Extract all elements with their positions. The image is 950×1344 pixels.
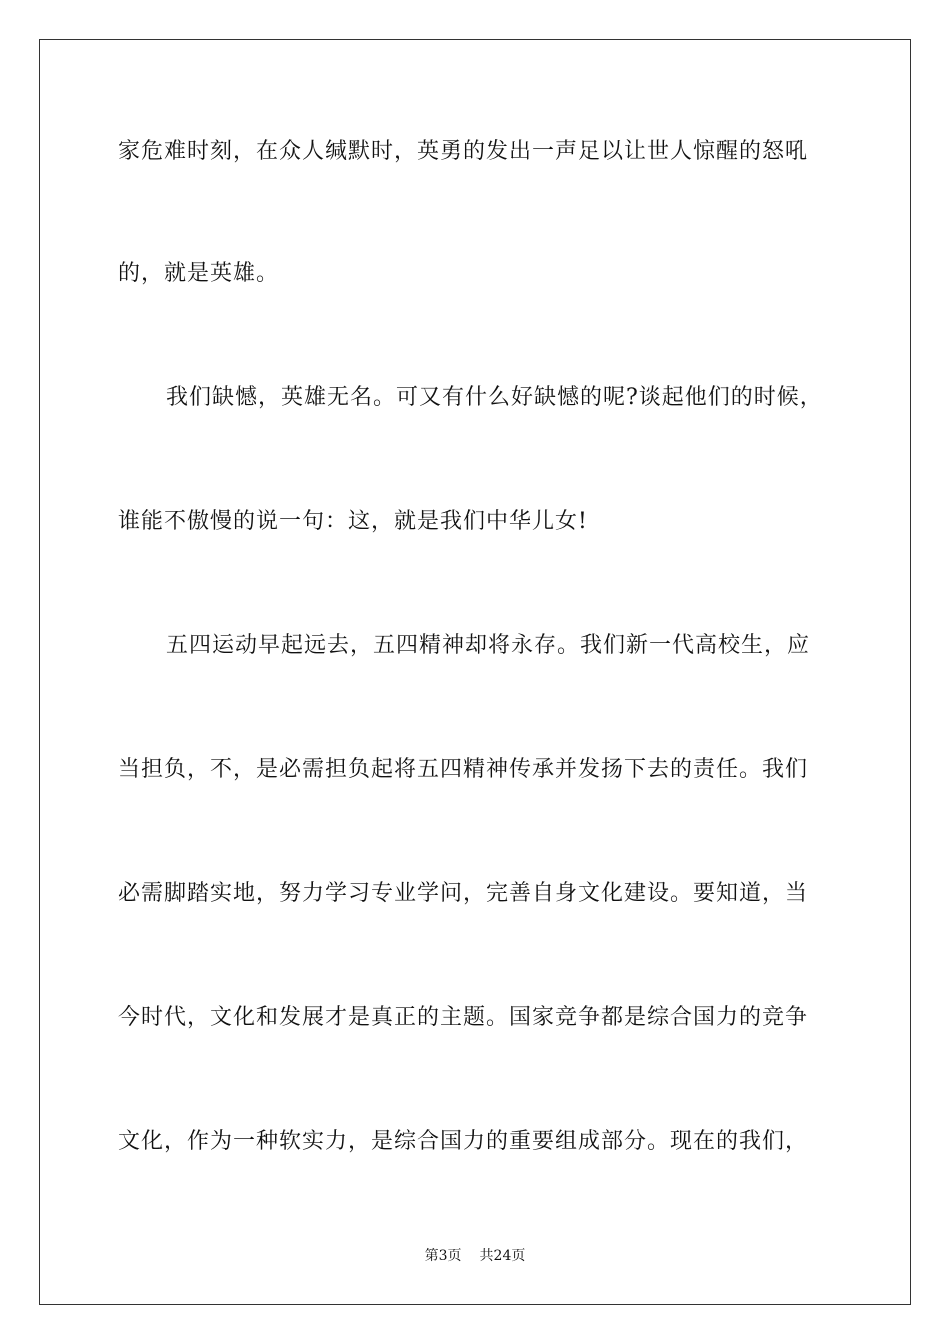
total-pages: 共24页 [479,1248,526,1264]
page-frame [39,39,911,1305]
page-footer [0,1246,950,1266]
text-line-5: 五四运动早起远去，五四精神却将永存。我们新一代高校生，应 [166,633,811,658]
text-line-9: 文化，作为一种软实力，是综合国力的重要组成部分。现在的我们， [118,1129,809,1154]
text-line-2: 的，就是英雄。 [118,261,280,286]
text-line-6: 当担负，不，是必需担负起将五四精神传承并发扬下去的责任。我们 [118,757,809,782]
text-line-1: 家危难时刻，在众人缄默时，英勇的发出一声足以让世人惊醒的怒吼 [118,139,809,164]
text-line-7: 必需脚踏实地，努力学习专业学问，完善自身文化建设。要知道，当 [118,881,809,906]
text-line-3: 我们缺憾，英雄无名。可又有什么好缺憾的呢?谈起他们的时候， [166,385,823,410]
page-number: 第3页 [424,1248,462,1264]
text-line-4: 谁能不傲慢的说一句：这，就是我们中华儿女! [118,509,588,534]
text-line-8: 今时代，文化和发展才是真正的主题。国家竞争都是综合国力的竞争 [118,1005,809,1030]
